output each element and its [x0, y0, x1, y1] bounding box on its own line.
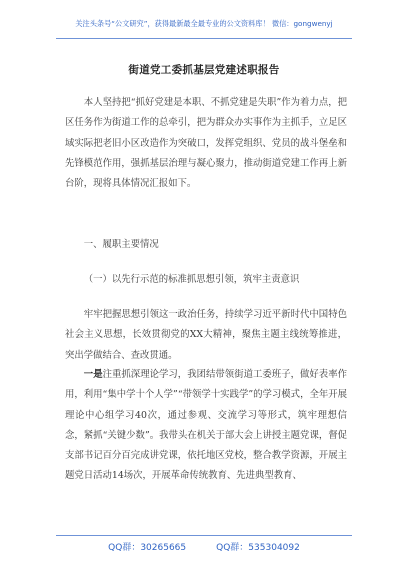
paragraph-lead-marker: 一是 — [83, 369, 103, 380]
header-notice: 关注头条号“公文研究”，获得最新最全最专业的公文资料库！ 微信：gongwenyj — [75, 19, 333, 28]
paragraph-body: 注重抓深理论学习，我团结带领街道工委班子，做好表率作用，利用“集中学十个人学”“带领学十实践学”的学习模式，全年开展理论中心组学习40次，通过参观、交流学习等形式，筑牢理想信念，紧抓“关键少数”。我带头在机关于部大会上讲授主题党课，督促支部书记百分百完成讲党课，依托地区党校，整合教学资源，开展主题党日活动14场次，开展革命传统教育、先进典型教育、 — [65, 369, 347, 482]
qq-group-2: QQ群：535304092 — [216, 543, 300, 553]
qq-group-1: QQ群：30265665 — [108, 543, 187, 553]
subsection-heading: （一）以先行示范的标准抓思想引领，筑牢主责意识 — [83, 274, 300, 285]
footer-contact — [0, 540, 408, 553]
footer-divider — [56, 535, 352, 536]
document-title: 街道党工委抓基层党建述职报告 — [128, 64, 280, 76]
header-divider — [56, 38, 352, 39]
section-heading: 一、履职主要情况 — [83, 239, 159, 250]
body-paragraph-thought-guidance: 牢牢把握思想引领这一政治任务，持续学习近平新时代中国特色社会主义思想，长效贯彻党的XX大精神，聚焦主题主线统筹推进，突出学做结合、查改贯通。 — [65, 309, 347, 361]
intro-paragraph: 本人坚持把“抓好党建是本职、不抓党建是失职”作为着力点，把区任务作为街道工作的总牵引，把为群众办实事作为主抓手，立足区域实际把老旧小区改造作为突破口，发挥党组织、党员的战斗堡垒和先锋模范作用，强抓基层治理与凝心聚力，推动街道党建工作再上新台阶，现将具体情况汇报如下。 — [65, 97, 347, 190]
body-paragraph-theory-study — [65, 365, 347, 487]
